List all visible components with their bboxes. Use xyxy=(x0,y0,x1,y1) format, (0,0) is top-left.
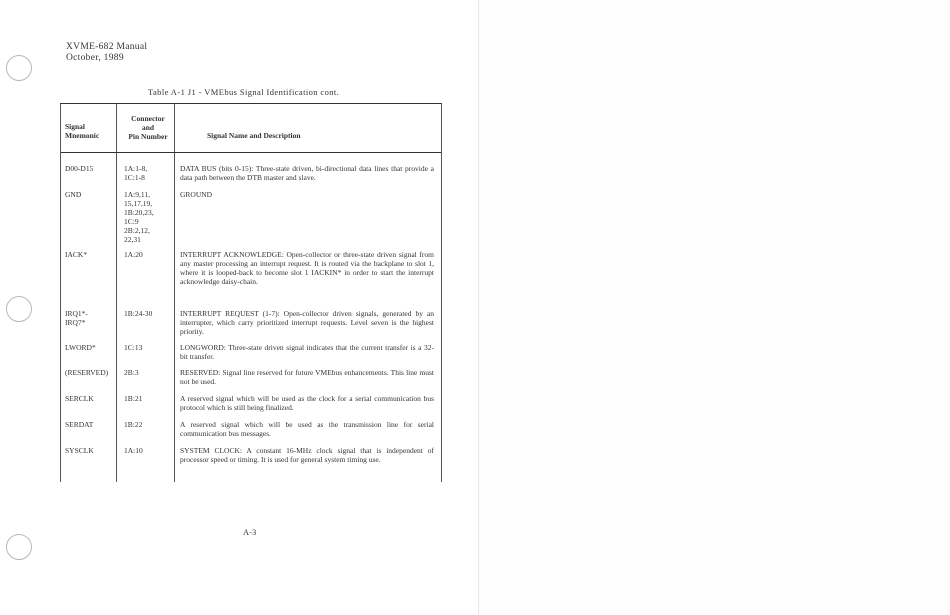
table-cell-signal: SERCLK xyxy=(65,394,94,403)
page-number: A-3 xyxy=(243,527,257,537)
binder-hole-bottom xyxy=(6,534,32,560)
table-cell-pins: 1A:10 xyxy=(124,446,143,455)
signal-table xyxy=(60,103,442,482)
header-signal-description: Signal Name and Description xyxy=(207,131,301,140)
table-cell-signal: IRQ1*- IRQ7* xyxy=(65,309,88,327)
table-cell-description: INTERRUPT ACKNOWLEDGE: Open-collector or three-state driven signal from any master processing an interrupt request. It is routed via the backplane to slot 1, where it is looped-back to become slot 1 IACKIN* in order to start the interrupt acknowledge daisy-chain. xyxy=(180,250,434,286)
table-cell-pins: 1A:9,11, 15,17,19, 1B:20,23, 1C:9 2B:2,12, 22,31 xyxy=(124,190,154,244)
table-cell-description: RESERVED: Signal line reserved for future VMEbus enhancements. This line must not be used. xyxy=(180,368,434,386)
table-cell-description: GROUND xyxy=(180,190,213,199)
header-connector-pin: Connector and Pin Number xyxy=(128,114,168,141)
table-cell-description: INTERRUPT REQUEST (1-7): Open-collector driven signals, generated by an interrupter, which carry prioritized interrupt requests. Level seven is the highest priority. xyxy=(180,309,434,336)
table-cell-signal: GND xyxy=(65,190,82,199)
table-cell-description: LONGWORD: Three-state driven signal indicates that the current transfer is a 32-bit transfer. xyxy=(180,343,434,361)
document-header xyxy=(66,42,147,64)
table-cell-signal: SERDAT xyxy=(65,420,94,429)
table-cell-signal: D00-D15 xyxy=(65,164,94,173)
table-cell-pins: 2B:3 xyxy=(124,368,139,377)
table-cell-pins: 1B:21 xyxy=(124,394,143,403)
table-cell-pins: 1B:22 xyxy=(124,420,143,429)
table-cell-pins: 1C:13 xyxy=(124,343,143,352)
header-signal-mnemonic: Signal Mnemonic xyxy=(65,122,100,140)
table-cell-signal: (RESERVED) xyxy=(65,368,109,377)
blank-facing-page xyxy=(478,0,950,615)
column-divider-2 xyxy=(174,104,175,482)
binder-hole-middle xyxy=(6,296,32,322)
table-cell-description: DATA BUS (bits 0-15): Three-state driven, bi-directional data lines that provide a data path between the DTB master and slave. xyxy=(180,164,434,182)
table-cell-description: A reserved signal which will be used as the clock for a serial communication bus protocol which is still being finalized. xyxy=(180,394,434,412)
table-cell-description: A reserved signal which will be used as the transmission line for serial communication bus messages. xyxy=(180,420,434,438)
column-divider-1 xyxy=(116,104,117,482)
table-cell-description: SYSTEM CLOCK: A constant 16-MHz clock signal that is independent of processor speed or timing. It is used for general system timing use. xyxy=(180,446,434,464)
table-cell-signal: LWORD* xyxy=(65,343,96,352)
manual-date: October, 1989 xyxy=(66,53,124,63)
table-cell-pins: 1A:1-8, 1C:1-8 xyxy=(124,164,148,182)
manual-title: XVME-682 Manual xyxy=(66,42,148,52)
table-cell-signal: SYSCLK xyxy=(65,446,94,455)
table-cell-signal: IACK* xyxy=(65,250,88,259)
table-cell-pins: 1B:24-30 xyxy=(124,309,153,318)
table-cell-pins: 1A:20 xyxy=(124,250,143,259)
header-rule xyxy=(61,152,441,153)
binder-hole-top xyxy=(6,55,32,81)
table-caption: Table A-1 J1 - VMEbus Signal Identification cont. xyxy=(148,87,340,97)
